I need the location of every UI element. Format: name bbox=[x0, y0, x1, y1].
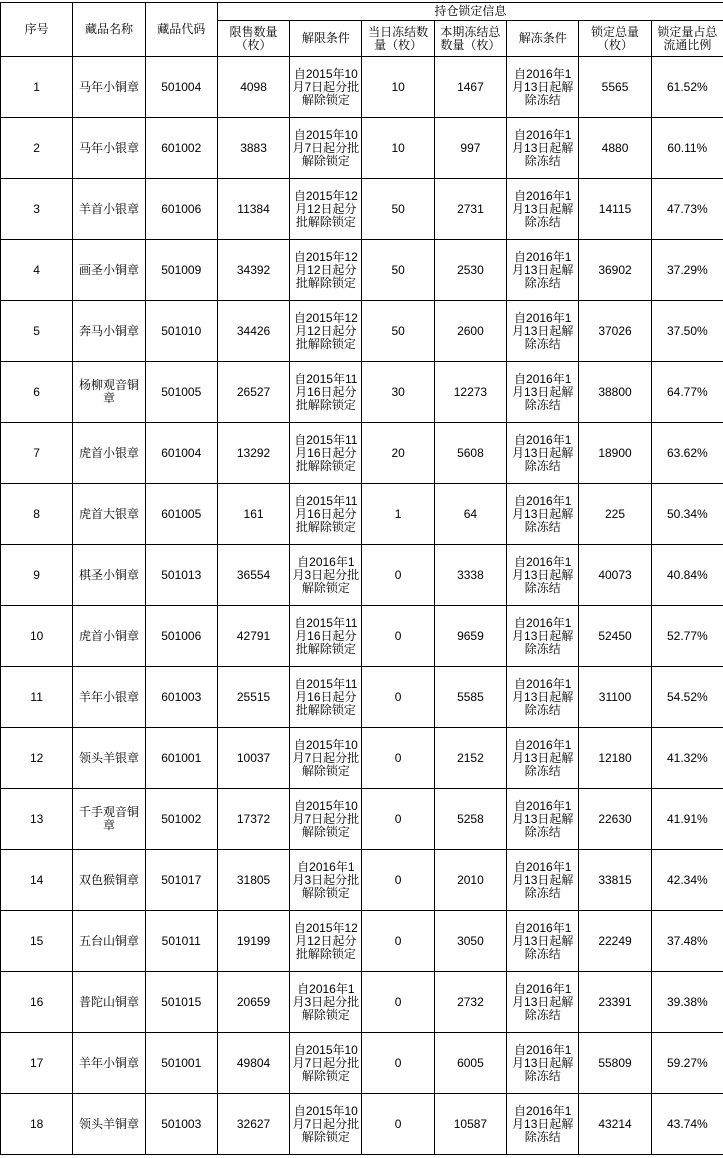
table-cell: 0 bbox=[362, 972, 434, 1033]
table-cell: 自2016年1月13日起解除冻结 bbox=[507, 972, 579, 1033]
table-row bbox=[1, 972, 723, 1033]
table-header bbox=[1, 3, 723, 57]
column-header-locked-total: 锁定总量（枚） bbox=[579, 21, 651, 57]
table-cell: 自2015年10月7日起分批解除锁定 bbox=[290, 1033, 362, 1094]
table-cell: 自2015年10月7日起分批解除锁定 bbox=[290, 57, 362, 118]
table-cell: 自2016年1月3日起分批解除锁定 bbox=[290, 545, 362, 606]
table-cell: 41.32% bbox=[651, 728, 723, 789]
table-cell: 12 bbox=[1, 728, 73, 789]
table-cell: 2731 bbox=[434, 179, 506, 240]
table-cell: 37026 bbox=[579, 301, 651, 362]
table-cell: 14 bbox=[1, 850, 73, 911]
table-cell: 31805 bbox=[217, 850, 289, 911]
table-cell: 棋圣小铜章 bbox=[73, 545, 145, 606]
table-cell: 14115 bbox=[579, 179, 651, 240]
table-row bbox=[1, 362, 723, 423]
table-cell: 501013 bbox=[145, 545, 217, 606]
table-row bbox=[1, 789, 723, 850]
table-cell: 自2016年1月13日起解除冻结 bbox=[507, 301, 579, 362]
table-cell: 50 bbox=[362, 240, 434, 301]
table-cell: 18900 bbox=[579, 423, 651, 484]
table-cell: 奔马小铜章 bbox=[73, 301, 145, 362]
table-cell: 30 bbox=[362, 362, 434, 423]
table-cell: 23391 bbox=[579, 972, 651, 1033]
table-cell: 3338 bbox=[434, 545, 506, 606]
table-cell: 47.73% bbox=[651, 179, 723, 240]
table-cell: 37.48% bbox=[651, 911, 723, 972]
table-cell: 601005 bbox=[145, 484, 217, 545]
table-cell: 61.52% bbox=[651, 57, 723, 118]
table-cell: 2732 bbox=[434, 972, 506, 1033]
table-cell: 杨柳观音铜章 bbox=[73, 362, 145, 423]
table-row bbox=[1, 57, 723, 118]
table-cell: 6 bbox=[1, 362, 73, 423]
table-cell: 34426 bbox=[217, 301, 289, 362]
table-cell: 55809 bbox=[579, 1033, 651, 1094]
table-cell: 36902 bbox=[579, 240, 651, 301]
table-cell: 13 bbox=[1, 789, 73, 850]
table-row bbox=[1, 728, 723, 789]
column-header-item-code: 藏品代码 bbox=[145, 3, 217, 57]
table-cell: 5 bbox=[1, 301, 73, 362]
table-cell: 自2016年1月3日起分批解除锁定 bbox=[290, 850, 362, 911]
table-row bbox=[1, 423, 723, 484]
table-cell: 2152 bbox=[434, 728, 506, 789]
table-cell: 54.52% bbox=[651, 667, 723, 728]
table-cell: 羊年小银章 bbox=[73, 667, 145, 728]
group-header-lock-info: 持仓锁定信息 bbox=[217, 3, 723, 21]
column-header-item-name: 藏品名称 bbox=[73, 3, 145, 57]
table-cell: 0 bbox=[362, 850, 434, 911]
table-row bbox=[1, 484, 723, 545]
table-cell: 9 bbox=[1, 545, 73, 606]
table-cell: 42.34% bbox=[651, 850, 723, 911]
table-cell: 601006 bbox=[145, 179, 217, 240]
table-cell: 1467 bbox=[434, 57, 506, 118]
table-cell: 501017 bbox=[145, 850, 217, 911]
table-cell: 501015 bbox=[145, 972, 217, 1033]
table-cell: 自2016年1月13日起解除冻结 bbox=[507, 911, 579, 972]
table-row bbox=[1, 179, 723, 240]
table-cell: 26527 bbox=[217, 362, 289, 423]
table-cell: 3 bbox=[1, 179, 73, 240]
table-row bbox=[1, 301, 723, 362]
table-cell: 601001 bbox=[145, 728, 217, 789]
table-cell: 31100 bbox=[579, 667, 651, 728]
table-cell: 63.62% bbox=[651, 423, 723, 484]
table-cell: 20 bbox=[362, 423, 434, 484]
table-cell: 9659 bbox=[434, 606, 506, 667]
table-cell: 自2015年11月16日起分批解除锁定 bbox=[290, 667, 362, 728]
column-header-seq: 序号 bbox=[1, 3, 73, 57]
table-cell: 43.74% bbox=[651, 1094, 723, 1155]
table-cell: 自2016年1月13日起解除冻结 bbox=[507, 57, 579, 118]
table-cell: 501002 bbox=[145, 789, 217, 850]
table-cell: 36554 bbox=[217, 545, 289, 606]
table-cell: 自2015年10月7日起分批解除锁定 bbox=[290, 1094, 362, 1155]
table-cell: 自2016年1月3日起分批解除锁定 bbox=[290, 972, 362, 1033]
table-cell: 0 bbox=[362, 1033, 434, 1094]
table-cell: 12180 bbox=[579, 728, 651, 789]
table-cell: 50 bbox=[362, 179, 434, 240]
table-cell: 15 bbox=[1, 911, 73, 972]
table-cell: 5585 bbox=[434, 667, 506, 728]
column-header-unfreeze-condition: 解冻条件 bbox=[507, 21, 579, 57]
table-cell: 10 bbox=[1, 606, 73, 667]
table-cell: 32627 bbox=[217, 1094, 289, 1155]
table-cell: 领头羊银章 bbox=[73, 728, 145, 789]
table-cell: 3883 bbox=[217, 118, 289, 179]
table-cell: 38800 bbox=[579, 362, 651, 423]
table-cell: 自2015年12月12日起分批解除锁定 bbox=[290, 301, 362, 362]
table-cell: 自2015年11月16日起分批解除锁定 bbox=[290, 484, 362, 545]
table-cell: 虎首小银章 bbox=[73, 423, 145, 484]
table-cell: 自2016年1月13日起解除冻结 bbox=[507, 423, 579, 484]
table-cell: 10 bbox=[362, 57, 434, 118]
table-cell: 601004 bbox=[145, 423, 217, 484]
table-cell: 自2016年1月13日起解除冻结 bbox=[507, 118, 579, 179]
table-row bbox=[1, 240, 723, 301]
table-cell: 自2015年11月16日起分批解除锁定 bbox=[290, 606, 362, 667]
table-cell: 5258 bbox=[434, 789, 506, 850]
table-cell: 1 bbox=[362, 484, 434, 545]
table-cell: 自2016年1月13日起解除冻结 bbox=[507, 789, 579, 850]
table-cell: 10 bbox=[362, 118, 434, 179]
table-cell: 自2015年12月12日起分批解除锁定 bbox=[290, 179, 362, 240]
table-cell: 2010 bbox=[434, 850, 506, 911]
column-header-locked-ratio: 锁定量占总流通比例 bbox=[651, 21, 723, 57]
table-cell: 自2016年1月13日起解除冻结 bbox=[507, 362, 579, 423]
table-cell: 50.34% bbox=[651, 484, 723, 545]
table-cell: 自2016年1月13日起解除冻结 bbox=[507, 850, 579, 911]
table-cell: 12273 bbox=[434, 362, 506, 423]
table-cell: 1 bbox=[1, 57, 73, 118]
table-cell: 42791 bbox=[217, 606, 289, 667]
table-cell: 2 bbox=[1, 118, 73, 179]
table-cell: 自2016年1月13日起解除冻结 bbox=[507, 545, 579, 606]
table-cell: 11 bbox=[1, 667, 73, 728]
table-cell: 52.77% bbox=[651, 606, 723, 667]
table-cell: 自2016年1月13日起解除冻结 bbox=[507, 484, 579, 545]
table-cell: 自2016年1月13日起解除冻结 bbox=[507, 728, 579, 789]
table-cell: 0 bbox=[362, 606, 434, 667]
table-cell: 4880 bbox=[579, 118, 651, 179]
table-cell: 千手观音铜章 bbox=[73, 789, 145, 850]
table-row bbox=[1, 545, 723, 606]
table-cell: 501010 bbox=[145, 301, 217, 362]
table-cell: 601002 bbox=[145, 118, 217, 179]
table-cell: 0 bbox=[362, 1094, 434, 1155]
table-cell: 自2016年1月13日起解除冻结 bbox=[507, 1033, 579, 1094]
table-cell: 17 bbox=[1, 1033, 73, 1094]
table-cell: 3050 bbox=[434, 911, 506, 972]
table-cell: 11384 bbox=[217, 179, 289, 240]
table-cell: 马年小银章 bbox=[73, 118, 145, 179]
table-cell: 0 bbox=[362, 545, 434, 606]
table-cell: 20659 bbox=[217, 972, 289, 1033]
table-cell: 40.84% bbox=[651, 545, 723, 606]
table-cell: 自2016年1月13日起解除冻结 bbox=[507, 606, 579, 667]
table-cell: 自2015年10月7日起分批解除锁定 bbox=[290, 118, 362, 179]
table-cell: 49804 bbox=[217, 1033, 289, 1094]
table-cell: 59.27% bbox=[651, 1033, 723, 1094]
column-header-restricted-qty: 限售数量（枚） bbox=[217, 21, 289, 57]
table-cell: 13292 bbox=[217, 423, 289, 484]
table-cell: 64 bbox=[434, 484, 506, 545]
table-cell: 41.91% bbox=[651, 789, 723, 850]
table-cell: 501001 bbox=[145, 1033, 217, 1094]
table-cell: 自2015年12月12日起分批解除锁定 bbox=[290, 240, 362, 301]
table-cell: 自2016年1月13日起解除冻结 bbox=[507, 667, 579, 728]
table-cell: 10587 bbox=[434, 1094, 506, 1155]
table-cell: 8 bbox=[1, 484, 73, 545]
table-cell: 普陀山铜章 bbox=[73, 972, 145, 1033]
table-cell: 501011 bbox=[145, 911, 217, 972]
holdings-lock-table bbox=[0, 2, 723, 1155]
table-cell: 33815 bbox=[579, 850, 651, 911]
table-cell: 0 bbox=[362, 911, 434, 972]
table-cell: 2530 bbox=[434, 240, 506, 301]
table-cell: 双色猴铜章 bbox=[73, 850, 145, 911]
table-cell: 37.29% bbox=[651, 240, 723, 301]
table-cell: 自2015年10月7日起分批解除锁定 bbox=[290, 728, 362, 789]
table-cell: 40073 bbox=[579, 545, 651, 606]
table-cell: 60.11% bbox=[651, 118, 723, 179]
table-cell: 自2015年12月12日起分批解除锁定 bbox=[290, 911, 362, 972]
table-cell: 501004 bbox=[145, 57, 217, 118]
table-cell: 50 bbox=[362, 301, 434, 362]
table-cell: 7 bbox=[1, 423, 73, 484]
table-cell: 64.77% bbox=[651, 362, 723, 423]
table-cell: 22249 bbox=[579, 911, 651, 972]
table-cell: 39.38% bbox=[651, 972, 723, 1033]
table-cell: 自2016年1月13日起解除冻结 bbox=[507, 1094, 579, 1155]
table-cell: 501005 bbox=[145, 362, 217, 423]
table-cell: 自2016年1月13日起解除冻结 bbox=[507, 240, 579, 301]
table-row bbox=[1, 118, 723, 179]
table-cell: 自2015年10月7日起分批解除锁定 bbox=[290, 789, 362, 850]
table-cell: 虎首小铜章 bbox=[73, 606, 145, 667]
table-cell: 6005 bbox=[434, 1033, 506, 1094]
table-row bbox=[1, 1094, 723, 1155]
column-header-unlock-condition: 解限条件 bbox=[290, 21, 362, 57]
table-row bbox=[1, 850, 723, 911]
table-cell: 34392 bbox=[217, 240, 289, 301]
table-cell: 25515 bbox=[217, 667, 289, 728]
table-row bbox=[1, 1033, 723, 1094]
table-cell: 虎首大银章 bbox=[73, 484, 145, 545]
table-cell: 0 bbox=[362, 728, 434, 789]
table-cell: 画圣小铜章 bbox=[73, 240, 145, 301]
table-row bbox=[1, 911, 723, 972]
header-group-row bbox=[1, 3, 723, 21]
table-cell: 五台山铜章 bbox=[73, 911, 145, 972]
table-cell: 501006 bbox=[145, 606, 217, 667]
table-cell: 羊年小铜章 bbox=[73, 1033, 145, 1094]
table-cell: 自2016年1月13日起解除冻结 bbox=[507, 179, 579, 240]
table-cell: 501009 bbox=[145, 240, 217, 301]
table-cell: 2600 bbox=[434, 301, 506, 362]
table-cell: 52450 bbox=[579, 606, 651, 667]
table-cell: 0 bbox=[362, 667, 434, 728]
table-cell: 4 bbox=[1, 240, 73, 301]
table-cell: 501003 bbox=[145, 1094, 217, 1155]
table-cell: 10037 bbox=[217, 728, 289, 789]
table-cell: 161 bbox=[217, 484, 289, 545]
table-cell: 马年小铜章 bbox=[73, 57, 145, 118]
table-cell: 18 bbox=[1, 1094, 73, 1155]
table-cell: 16 bbox=[1, 972, 73, 1033]
table-body bbox=[1, 57, 723, 1155]
table-cell: 5608 bbox=[434, 423, 506, 484]
table-cell: 22630 bbox=[579, 789, 651, 850]
table-cell: 601003 bbox=[145, 667, 217, 728]
table-row bbox=[1, 667, 723, 728]
table-row bbox=[1, 606, 723, 667]
table-cell: 5565 bbox=[579, 57, 651, 118]
table-cell: 0 bbox=[362, 789, 434, 850]
table-cell: 4098 bbox=[217, 57, 289, 118]
column-header-frozen-today: 当日冻结数量（枚） bbox=[362, 21, 434, 57]
table-cell: 自2015年11月16日起分批解除锁定 bbox=[290, 423, 362, 484]
table-cell: 19199 bbox=[217, 911, 289, 972]
column-header-frozen-total: 本期冻结总数量（枚） bbox=[434, 21, 506, 57]
table-cell: 37.50% bbox=[651, 301, 723, 362]
table-cell: 领头羊铜章 bbox=[73, 1094, 145, 1155]
table-cell: 997 bbox=[434, 118, 506, 179]
table-cell: 225 bbox=[579, 484, 651, 545]
table-cell: 43214 bbox=[579, 1094, 651, 1155]
table-cell: 17372 bbox=[217, 789, 289, 850]
table-cell: 羊首小银章 bbox=[73, 179, 145, 240]
table-cell: 自2015年11月16日起分批解除锁定 bbox=[290, 362, 362, 423]
